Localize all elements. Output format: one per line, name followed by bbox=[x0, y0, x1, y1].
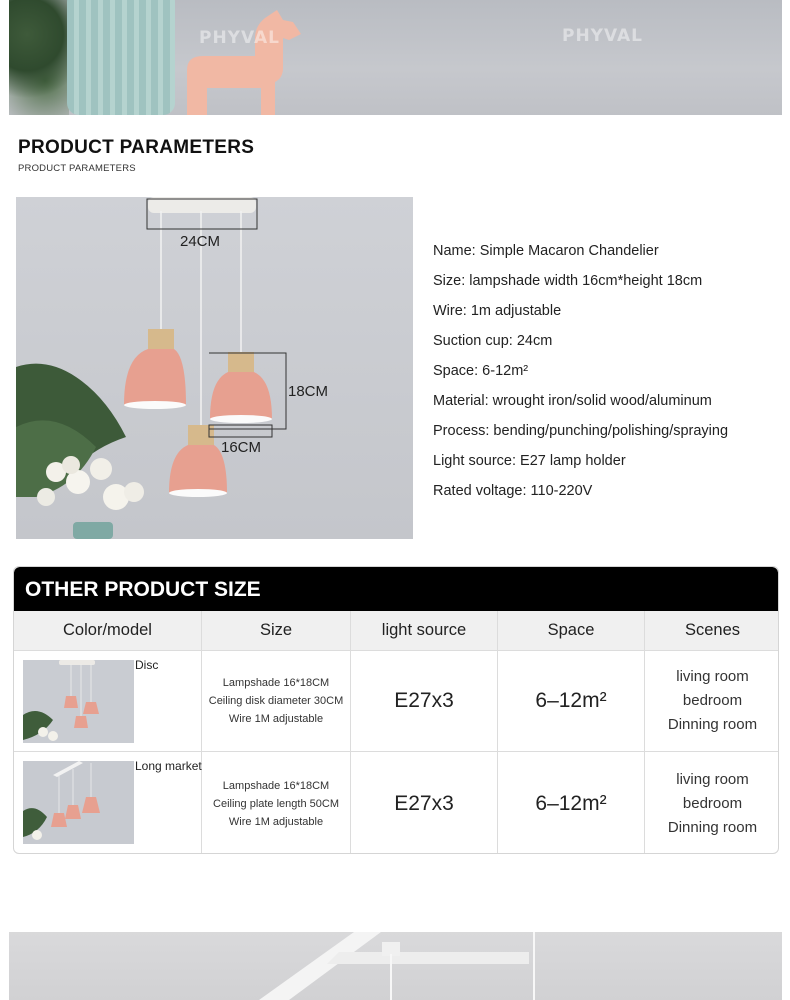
model-cell bbox=[14, 752, 202, 854]
spec-item: Size: lampshade width 16cm*height 18cm bbox=[433, 273, 703, 289]
col-header: Space bbox=[498, 611, 645, 650]
dim-height-label: 18CM bbox=[288, 383, 329, 400]
scenes-cell bbox=[645, 752, 779, 854]
disc-thumbnail bbox=[23, 660, 134, 743]
spec-item: Space: 6-12m² bbox=[433, 363, 529, 379]
spec-item: Light source: E27 lamp holder bbox=[433, 453, 626, 469]
section-subtitle: PRODUCT PARAMETERS bbox=[18, 163, 136, 174]
long-market-thumbnail bbox=[23, 761, 134, 844]
spec-list bbox=[433, 236, 728, 506]
col-header: Scenes bbox=[684, 621, 741, 639]
product-photo bbox=[16, 197, 413, 539]
scene-item: living room bbox=[676, 668, 749, 685]
model-name: Long market bbox=[135, 759, 202, 773]
space-cell: 6–12m² bbox=[498, 752, 645, 854]
panel-title: OTHER PRODUCT SIZE bbox=[25, 578, 261, 601]
scene-item: bedroom bbox=[682, 794, 743, 812]
spec-item: Process: bending/punching/polishing/spraying bbox=[433, 423, 729, 439]
size-cell bbox=[202, 752, 351, 854]
space-cell: 6–12m² bbox=[498, 651, 645, 751]
size-line: Wire 1M adjustable bbox=[228, 713, 324, 725]
watermark-left: PHYVAL bbox=[199, 28, 280, 48]
light-source-cell: E27x3 bbox=[351, 651, 498, 751]
scenes-cell bbox=[645, 651, 779, 751]
spec-item: Wire: 1m adjustable bbox=[433, 303, 562, 319]
size-cell bbox=[202, 651, 351, 751]
spec-item: Name: Simple Macaron Chandelier bbox=[433, 243, 659, 259]
section-title: PRODUCT PARAMETERS bbox=[18, 137, 255, 158]
model-name: Disc bbox=[135, 658, 159, 672]
striped-vase bbox=[67, 0, 175, 115]
top-banner-photo bbox=[9, 0, 782, 115]
table-row bbox=[14, 651, 779, 752]
col-header: Size bbox=[202, 611, 351, 650]
scene-item: living room bbox=[676, 770, 749, 788]
wooden-horse-figure bbox=[177, 8, 307, 115]
size-line: Ceiling plate length 50CM bbox=[213, 797, 339, 810]
scene-item: Dinning room bbox=[667, 716, 758, 733]
scene-item: Dinning room bbox=[667, 818, 758, 836]
spec-item: Suction cup: 24cm bbox=[433, 333, 553, 349]
table-header-row bbox=[14, 611, 779, 651]
light-source-cell: E27x3 bbox=[351, 752, 498, 854]
size-line: Lampshade 16*18CM bbox=[222, 677, 330, 689]
other-sizes-panel bbox=[13, 566, 779, 854]
scene-item: bedroom bbox=[682, 692, 743, 709]
dim-width-label: 16CM bbox=[221, 439, 262, 456]
col-header: light source bbox=[351, 611, 498, 650]
watermark-right: PHYVAL bbox=[562, 26, 643, 46]
dim-ceiling-label: 24CM bbox=[180, 233, 221, 250]
spec-item: Rated voltage: 110-220V bbox=[433, 483, 593, 499]
model-cell bbox=[14, 651, 202, 751]
size-line: Lampshade 16*18CM bbox=[222, 779, 330, 792]
size-line: Ceiling disk diameter 30CM bbox=[208, 695, 344, 707]
col-header: Color/model bbox=[14, 611, 202, 650]
spec-item: Material: wrought iron/solid wood/aluminum bbox=[433, 393, 712, 409]
table-row bbox=[14, 752, 779, 854]
bottom-photo bbox=[9, 932, 782, 1000]
plant-decoration bbox=[9, 0, 69, 115]
size-line: Wire 1M adjustable bbox=[228, 815, 324, 828]
stair-lamp-illustration bbox=[9, 932, 782, 1000]
